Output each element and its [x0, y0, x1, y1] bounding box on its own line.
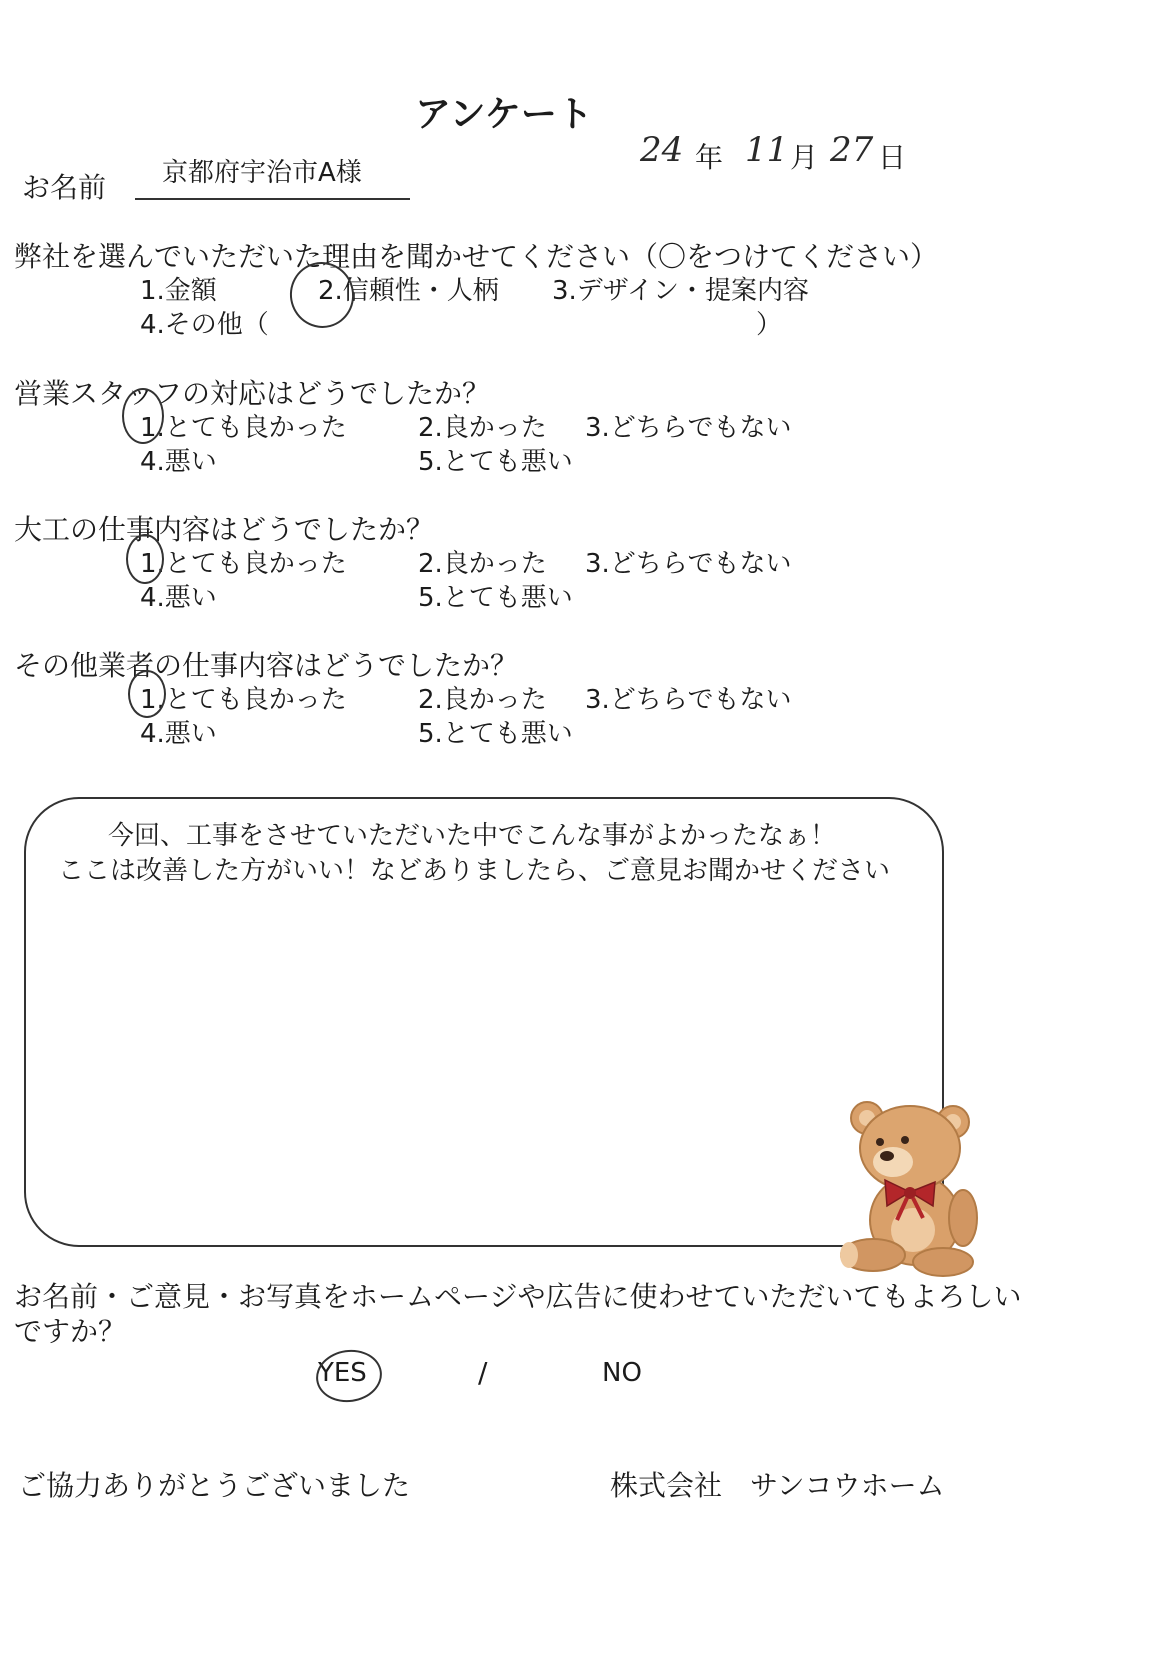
name-value: 京都府宇治市A様	[162, 158, 362, 188]
thanks-message: ご協力ありがとうございました	[18, 1469, 411, 1502]
q2-option-1: 1.とても良かった	[140, 413, 347, 443]
yes-no-separator: /	[478, 1356, 488, 1389]
no-option[interactable]: NO	[602, 1358, 642, 1388]
date-year: 24	[640, 130, 684, 170]
q4-option-1: 1.とても良かった	[140, 685, 347, 715]
teddy-bear-illustration	[835, 1090, 995, 1280]
q4-question: その他業者の仕事内容はどうでしたか？	[14, 649, 519, 682]
q1-option-2: 2.信頼性・人柄	[318, 276, 499, 306]
comment-prompt-line2: ここは改善した方がいい！などありましたら、ご意見お聞かせください	[58, 856, 891, 886]
q2-question: 営業スタッフの対応はどうでしたか？	[14, 377, 491, 410]
q3-question: 大工の仕事内容はどうでしたか？	[14, 513, 435, 546]
date-day-unit: 日	[878, 141, 907, 174]
q4-option-5: 5.とても悪い	[418, 719, 573, 749]
q3-option-2: 2.良かった	[418, 549, 547, 579]
q2-option-2: 2.良かった	[418, 413, 547, 443]
yes-option[interactable]: YES	[318, 1358, 367, 1388]
q3-option-1: 1.とても良かった	[140, 549, 347, 579]
page-title: アンケート	[415, 94, 593, 135]
name-label: お名前	[22, 171, 107, 204]
permission-question-line2: ですか？	[14, 1315, 127, 1348]
q1-question: 弊社を選んでいただいた理由を聞かせてください（〇をつけてください）	[14, 240, 939, 273]
q3-selection-circle	[126, 534, 164, 584]
yes-selection-circle	[313, 1346, 386, 1407]
q2-option-4: 4.悪い	[140, 447, 217, 477]
q1-option-4-close: ）	[756, 310, 783, 340]
q3-option-5: 5.とても悪い	[418, 583, 573, 613]
date-day: 27	[830, 130, 874, 170]
q2-option-5: 5.とても悪い	[418, 447, 573, 477]
date-year-unit: 年	[695, 141, 724, 174]
q1-option-1: 1.金額	[140, 276, 217, 306]
comment-prompt-line1: 今回、工事をさせていただいた中でこんな事がよかったなぁ！	[108, 821, 837, 851]
q4-option-4: 4.悪い	[140, 719, 217, 749]
q3-option-3: 3.どちらでもない	[585, 549, 792, 579]
q1-option-3: 3.デザイン・提案内容	[552, 276, 809, 306]
permission-question-line1: お名前・ご意見・お写真をホームページや広告に使わせていただいてもよろしい	[14, 1280, 1022, 1313]
q2-selection-circle	[122, 388, 164, 444]
name-underline	[135, 198, 410, 200]
q2-option-3: 3.どちらでもない	[585, 413, 792, 443]
date-month: 11	[745, 130, 789, 170]
q4-selection-circle	[128, 670, 166, 718]
date-month-unit: 月	[790, 141, 819, 174]
q3-option-4: 4.悪い	[140, 583, 217, 613]
q4-option-3: 3.どちらでもない	[585, 685, 792, 715]
q4-option-2: 2.良かった	[418, 685, 547, 715]
company-name: 株式会社 サンコウホーム	[610, 1469, 945, 1502]
q1-option-4: 4.その他（	[140, 310, 269, 340]
